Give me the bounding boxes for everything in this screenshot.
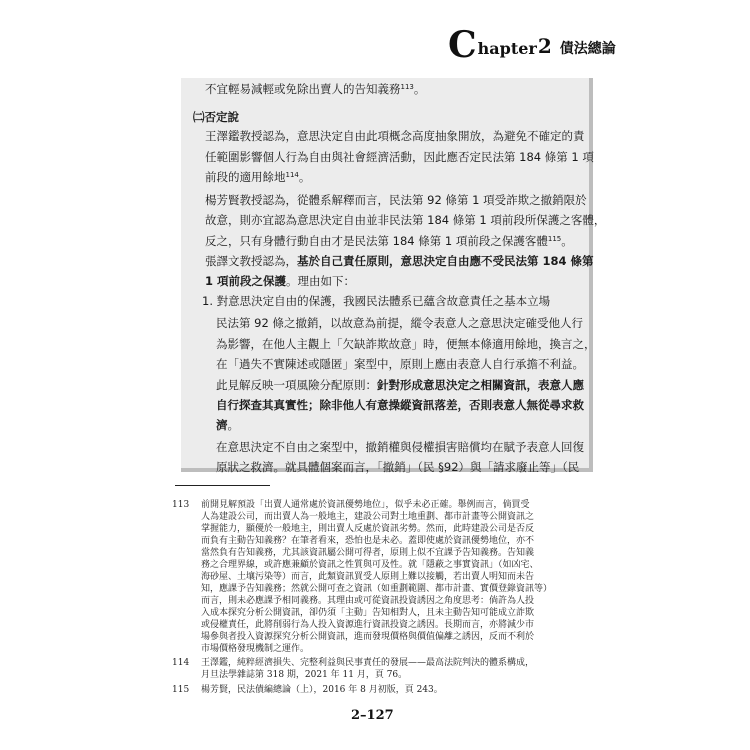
p2-line-last: 反之，只有身體行動自由才是民法第 184 條第 1 項前段之保護客體$^{115}$。	[205, 234, 573, 248]
chapter-number: 2	[537, 34, 552, 58]
chapter-word: hapter	[477, 38, 537, 58]
footnote-113-line: 務之合理界線，或許應兼顧於資訊之性質與可及性。就「隱蔽之事實資訊」（如凶宅、	[201, 560, 539, 570]
item1-f-line: 原狀之救濟。就具體個案而言，「撤銷」（民 §92）與「請求廢止等」（民	[216, 460, 580, 474]
footnote-113-line: 人為建設公司，而出賣人為一般地主，建設公司對土地重劃、都市計畫等公開資訊之	[201, 512, 535, 522]
footnote-113-line: 或侵權責任，此將削弱行為人投入資源進行資訊投資之誘因。長期而言，亦將減少市	[201, 620, 535, 630]
footnote-113-line: 入成本探究分析公開資訊，卻仍須「主動」告知相對人，且未主動告知可能成立詐欺	[201, 608, 535, 618]
footnote-ref-115[interactable]: 115	[547, 235, 562, 243]
p2-line: 楊芳賢教授認為，從體系解釋而言，民法第 92 條第 1 項受詐欺之撤銷限於	[205, 193, 587, 207]
footnote-113-line: 而言，則未必應課予相同義務。其理由或可從資訊投資誘因之角度思考：倘許為人投	[201, 596, 535, 606]
footnote-114-line: 月旦法學雜誌第 318 期，2021 年 11 月，頁 76。	[201, 670, 408, 680]
footnote-113-line: 而負有主動告知義務？在筆者看來，恐怕也是未必。蓋即使處於資訊優勢地位，亦不	[201, 536, 535, 546]
footnote-113-line: 掌握能力，顯優於一般地主，則出賣人反處於資訊劣勢。然而，此時建設公司是否反	[201, 524, 535, 534]
p3-line-1: 張譯文教授認為，基於自己責任原則，意思決定自由應不受民法第 184 條第	[205, 254, 594, 268]
emphasis-line-1: 此見解反映一項風險分配原則：針對形成意思決定之相關資訊，表意人應	[216, 378, 584, 392]
section-heading: ㈡否定說	[193, 110, 239, 124]
page-number: 2–127	[351, 708, 394, 723]
footnote-113-line: 市場價格發現機制之運作。	[201, 644, 310, 654]
footnote-number: 114	[172, 658, 190, 668]
item1-f-line: 在意思決定不自由之案型中，撤銷權與侵權損害賠償均在賦予表意人回復	[216, 440, 584, 454]
footnote-113-line: 場參與者投入資源探究分析公開資訊，進而發現價格與價值偏離之誘因，反而不利於	[201, 632, 535, 642]
footnote-ref-113[interactable]: 113	[400, 83, 414, 91]
footnote-113-line: 當然負有告知義務，尤其該資訊屬公開可得者，原則上似不宜課予告知義務。告知義	[201, 548, 535, 558]
footnote-115-line: 楊芳賢，民法債編總論（上），2016 年 8 月初版，頁 243。	[201, 685, 443, 695]
footnote-113-line: 海砂屋、土壤污染等）而言，此類資訊買受人原則上難以接觸，若出賣人明知而未告	[201, 572, 535, 582]
footnote-number: 115	[172, 685, 190, 695]
footnote-ref-114[interactable]: 114	[285, 171, 299, 179]
p1-line: 王澤鑑教授認為，意思決定自由此項概念高度抽象開放，為避免不確定的責	[205, 129, 585, 143]
footnote-113-line: 前開見解預設「出賣人通常處於資訊優勢地位」，似乎未必正確。舉例而言，倘買受	[201, 500, 530, 510]
footnote-number: 113	[172, 500, 190, 510]
box-line-1: 不宜輕易減輕或免除出賣人的告知義務$^{113}$。	[205, 82, 426, 96]
chapter-header	[448, 24, 616, 66]
item1-body-line: 民法第 92 條之撤銷，以故意為前提，縱令表意人之意思決定確受他人行	[216, 316, 583, 330]
chapter-initial: C	[448, 24, 477, 66]
footnote-separator	[175, 485, 270, 486]
p2-line: 故意，則亦宜認為意思決定自由並非民法第 184 條第 1 項前段所保護之客體，	[205, 213, 606, 227]
item1-body-line: 在「過失不實陳述或隱匿」案型中，原則上應由表意人自行承擔不利益。	[216, 357, 584, 371]
emphasis-line-3: 濟。	[216, 418, 239, 432]
emphasis-line-2: 自行探查其真實性；除非他人有意操縱資訊落差，否則表意人無從尋求救	[216, 398, 584, 412]
item1-body-line: 為影響，在他人主觀上「欠缺詐欺故意」時，便無本條適用餘地，換言之，	[216, 337, 596, 351]
chapter-title: 債法總論	[559, 40, 616, 57]
p1-line: 任範圍影響個人行為自由與社會經濟活動，因此應否定民法第 184 條第 1 項	[205, 150, 594, 164]
list-item-1: 1. 對意思決定自由的保護，我國民法體系已蘊含故意責任之基本立場	[202, 294, 551, 308]
footnote-113-line: 知，應課予告知義務；然就公開可查之資訊（如重劃範圍、都市計畫、實價登錄資訊等）	[201, 584, 553, 594]
p3-line-2: 1 項前段之保護。理由如下：	[205, 274, 356, 288]
p1-line-last: 前段的適用餘地$^{114}$。	[205, 170, 311, 184]
footnote-114-line: 王澤鑑，純粹經濟損失、完整利益與民事責任的發展——最高法院判決的體系構成，	[201, 658, 535, 668]
